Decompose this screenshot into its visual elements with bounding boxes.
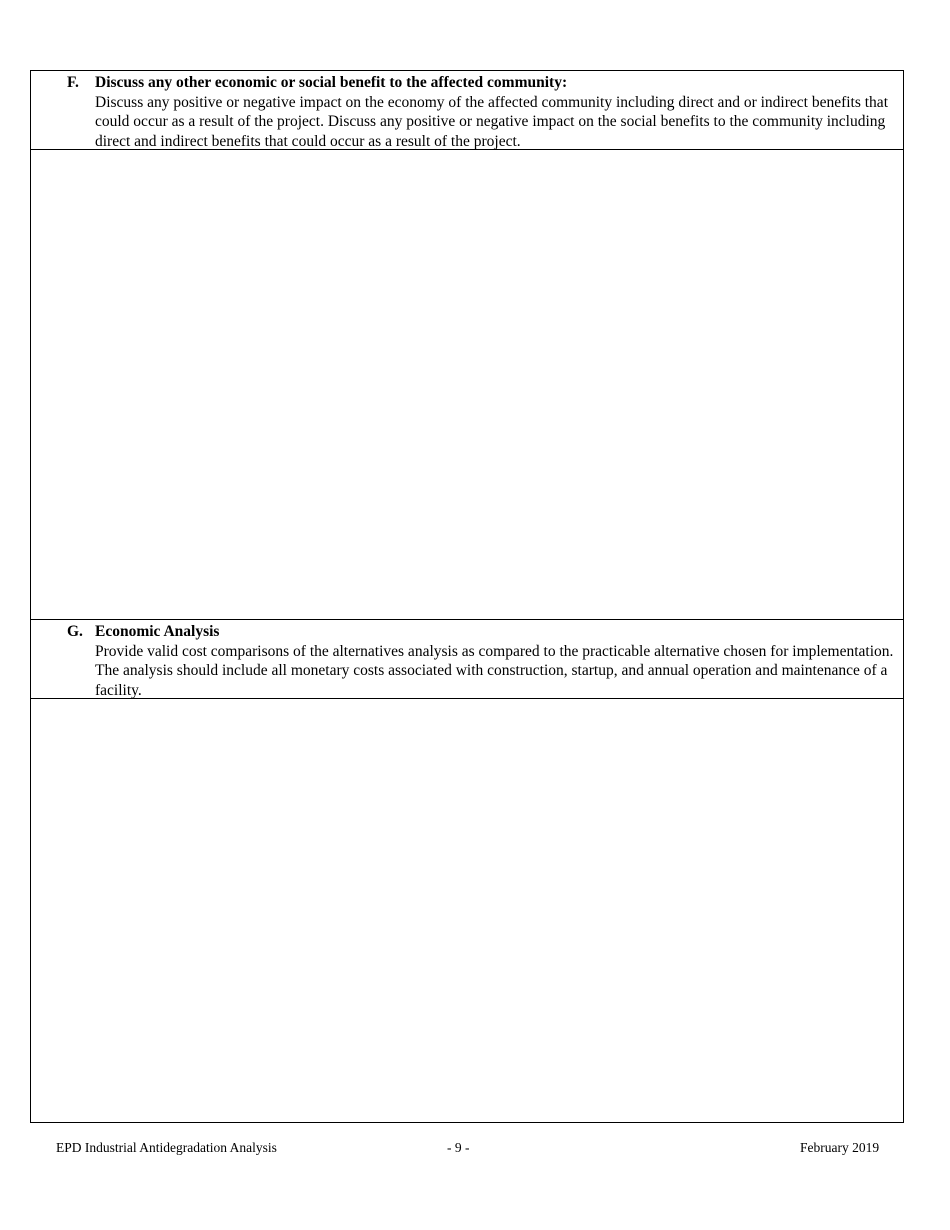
form-table (30, 70, 904, 1123)
section-g-content (95, 622, 895, 700)
section-g-title: Economic Analysis (95, 623, 220, 640)
section-g-letter: G. (67, 623, 83, 640)
footer-document-title: EPD Industrial Antidegradation Analysis (56, 1140, 277, 1155)
footer-date: February 2019 (800, 1140, 880, 1155)
section-f-response-area[interactable] (31, 150, 903, 619)
section-f-letter: F. (67, 74, 79, 91)
section-g-response-area[interactable] (31, 699, 903, 1122)
section-f-title: Discuss any other economic or social benefit to the affected community: (95, 74, 568, 91)
section-f-header (31, 71, 903, 150)
section-f-content (95, 73, 895, 151)
section-g-description: Provide valid cost comparisons of the alternatives analysis as compared to the practicable alternative chosen for implementation. The analysis should include all monetary costs associated with construction, startup, and annual operation and maintenance of a facility. (95, 642, 894, 699)
section-f-description: Discuss any positive or negative impact on the economy of the affected community including direct and or indirect benefits that could occur as a result of the project. Discuss any positive or negative impact on the social benefits to the community including direct and indirect benefits that could occur as a result of the project. (95, 93, 888, 150)
section-g-header (31, 619, 903, 699)
footer-page-number: - 9 - (447, 1140, 470, 1155)
